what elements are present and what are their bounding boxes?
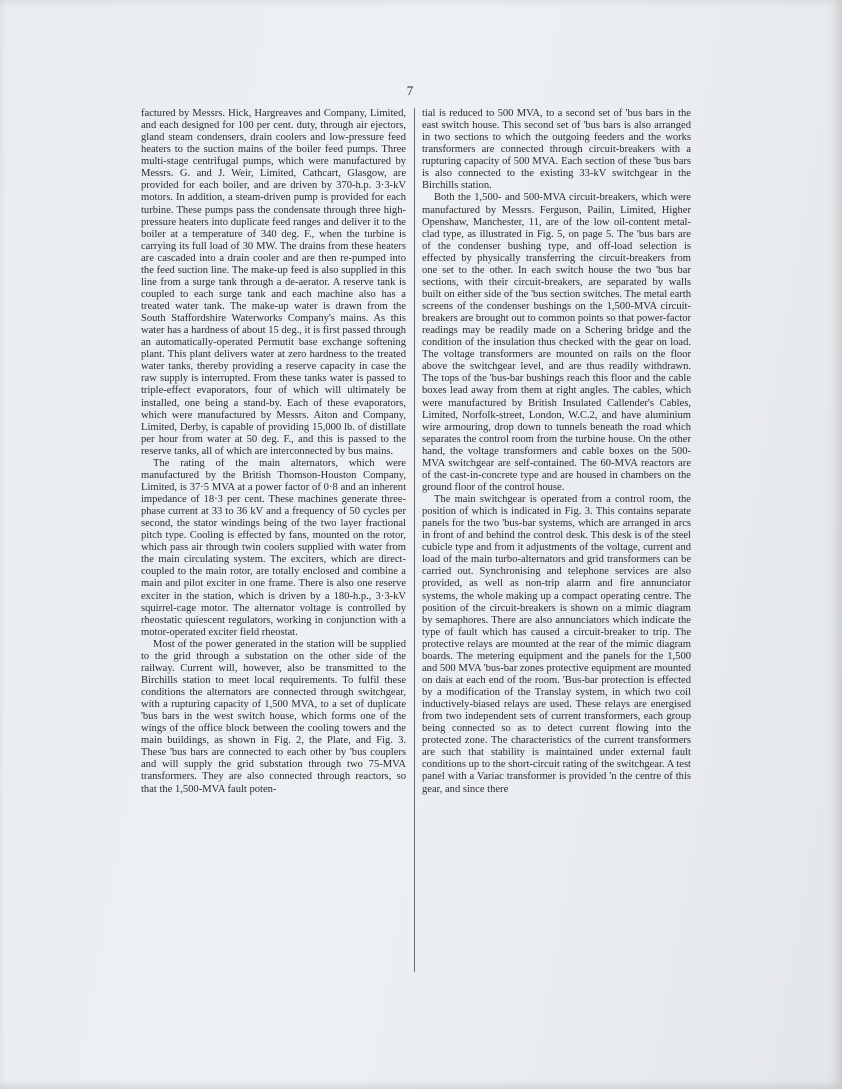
paragraph: tial is reduced to 500 MVA, to a second set of 'bus bars in the east switch house. This second set of 'bus bars is also arranged in two sections to which the outgoing feeders and the works transformers are connected through circuit-breakers with a rupturing capacity of 500 MVA. Each section of these 'bus bars is also connected to the existing 33-kV switchgear in the Birchills station. — [422, 108, 691, 192]
right-text-column — [422, 108, 691, 796]
column-divider — [414, 108, 415, 972]
paragraph: Both the 1,500- and 500-MVA circuit-breakers, which were manufactured by Messrs. Ferguson, Pailin, Limited, Higher Openshaw, Manchester, 11, are of the low oil-content metal-clad type, as illustrated in Fig. 5, on page 5. The 'bus bars are of the condenser bushing type, and off-load selection is effected by physically transferring the circuit-breakers from one set to the other. In each switch house the two 'bus bar sections, with their circuit-breakers, are separated by walls built on either side of the 'bus section switches. The metal earth screens of the condenser bushings on the 1,500-MVA circuit-breakers are brought out to common points so that power-factor readings may be readily made on a Schering bridge and the condition of the insulation thus checked with the gear on load. The voltage transformers are mounted on rails on the floor above the switchgear level, and are thus readily withdrawn. The tops of the 'bus-bar bushings reach this floor and the cable boxes lead away from them at right angles. The cables, which were manufactured by British Insulated Callender's Cables, Limited, Norfolk-street, London, W.C.2, and have aluminium wire armouring, drop down to tunnels beneath the road which separates the control room from the turbine house. On the other hand, the voltage transformers and cable boxes on the 500-MVA switchgear are self-contained. The 60-MVA reactors are of the cast-in-concrete type and are housed in chambers on the ground floor of the control house. — [422, 192, 691, 493]
page-number: 7 — [406, 83, 414, 98]
left-text-column — [141, 108, 406, 796]
paragraph: Most of the power generated in the station will be supplied to the grid through a substation on the other side of the railway. Current will, however, also be transmitted to the Birchills station to meet local requirements. To fulfil these conditions the alternators are connected through switchgear, with a rupturing capacity of 1,500 MVA, to a set of duplicate 'bus bars in the west switch house, which forms one of the wings of the office block between the cooling towers and the main buildings, as shown in Fig. 2, the Plate, and Fig. 3. These 'bus bars are connected to each other by 'bus couplers and will supply the grid substation through two 75-MVA transformers. They are also connected through reactors, so that the 1,500-MVA fault poten- — [141, 638, 406, 795]
paragraph: The main switchgear is operated from a control room, the position of which is indicated in Fig. 3. This contains separate panels for the two 'bus-bar systems, which are arranged in arcs in front of and behind the control desk. This desk is of the steel cubicle type and from it adjustments of the voltage, current and load of the main turbo-alternators and grid transformers can be carried out. Synchronising and telephone services are also provided, as well as non-trip alarm and fire annunciator systems, the whole making up a compact operating centre. The position of the circuit-breakers is shown on a mimic diagram by semaphores. There are also annunciators which indicate the type of fault which has caused a circuit-breaker to trip. The protective relays are mounted at the rear of the mimic diagram boards. The metering equipment and the panels for the 1,500 and 500 MVA 'bus-bar zones protective equipment are mounted on dais at each end of the room. 'Bus-bar protection is effected by a modification of the Translay system, in which two coil inductively-biased relays are used. These relays are energised from two independent sets of current transformers, each group being connected so as to detect current flowing into the protected zone. The characteristics of the current transformers are such that stability is maintained under external fault conditions up to the short-circuit rating of the switchgear. A test panel with a Variac transformer is provided 'n the centre of this gear, and since there — [422, 494, 691, 795]
paragraph: The rating of the main alternators, which were manufactured by the British Thomson-Houston Company, Limited, is 37·5 MVA at a power factor of 0·8 and an inherent impedance of 18·3 per cent. These machines generate three-phase current at 33 to 36 kV and a frequency of 50 cycles per second, the stator windings being of the two layer fractional pitch type. Cooling is effected by fans, mounted on the rotor, which pass air through twin coolers supplied with water from the main circulating system. The exciters, which are direct-coupled to the main rotor, are totally enclosed and combine a main and pilot exciter in one frame. There is also one reserve exciter in the station, which is driven by a 180-h.p., 3·3-kV squirrel-cage motor. The alternator voltage is controlled by rheostatic quiescent regulators, working in conjunction with a motor-operated exciter field rheostat. — [141, 457, 406, 638]
paragraph: factured by Messrs. Hick, Hargreaves and Company, Limited, and each designed for 100 per cent. duty, through air ejectors, gland steam condensers, drain coolers and low-pressure feed heaters to the suction mains of the boiler feed pumps. Three multi-stage centrifugal pumps, which were manufactured by Messrs. G. and J. Weir, Limited, Cathcart, Glasgow, are provided for each boiler, and are driven by 370-h.p. 3·3-kV motors. In addition, a steam-driven pump is provided for each turbine. These pumps pass the condensate through three high-pressure heaters into duplicate feed ranges and deliver it to the boiler at a temperature of 340 deg. F., when the turbine is carrying its full load of 30 MW. The drains from these heaters are cascaded into a drain cooler and are then re-pumped into the feed suction line. The make-up feed is also supplied in this line from a surge tank through a de-aerator. A reserve tank is coupled to each surge tank and each machine also has a treated water tank. The make-up water is drawn from the South Staffordshire Waterworks Company's mains. As this water has a hardness of about 15 deg., it is first passed through an automatically-operated Permutit base exchange softening plant. This plant delivers water at zero hardness to the treated water tanks, thereby providing a reserve capacity in case the raw supply is interrupted. From these tanks water is passed to triple-effect evaporators, four of which will ultimately be installed, one being a stand-by. Each of these evaporators, which were manufactured by Messrs. Aiton and Company, Limited, Derby, is capable of providing 15,000 lb. of distillate per hour from water at 50 deg. F., and this is passed to the reserve tanks, all of which are interconnected by bus mains. — [141, 108, 406, 457]
